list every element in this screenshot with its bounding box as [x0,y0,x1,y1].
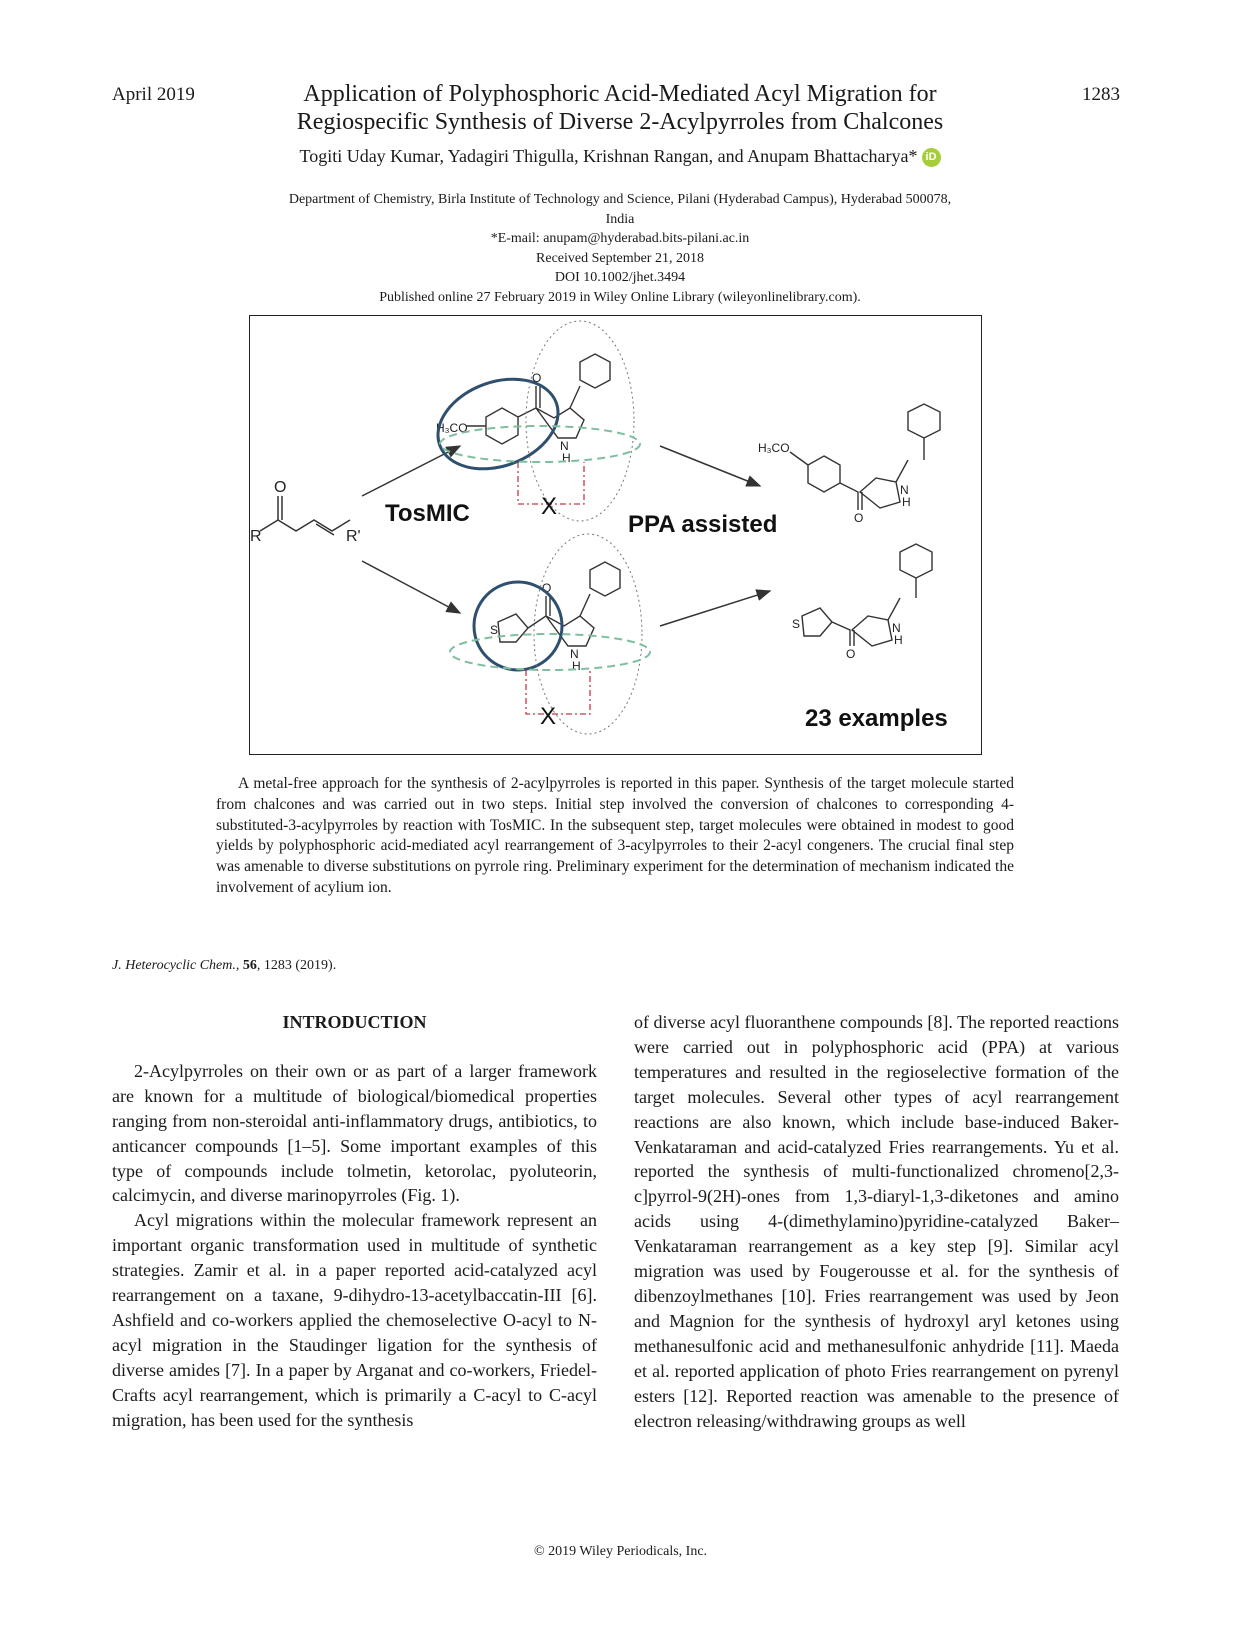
upper-product [790,404,940,510]
example-count: 23 examples [805,705,948,732]
upper-intermediate [466,354,610,444]
email: *E-mail: anupam@hyderabad.bits-pilani.ac.in [490,231,750,246]
citation-rest: , 1283 (2019). [256,958,337,973]
authors-text: Togiti Uday Kumar, Yadagiri Thigulla, Krishnan Rangan, and Anupam Bhattacharya* [299,146,918,166]
lower-n: N [570,647,579,661]
arrow-lower-right [660,591,770,626]
article-title [250,80,990,136]
product2-n: N [892,621,901,635]
upper-methoxy: H₃CO [436,421,468,435]
upper-dashed-ellipse [440,426,640,462]
affiliation-line-1: Department of Chemistry, Birla Institute of Technology and Science, Pilani (Hyderabad Campus), Hyderabad 500078, [288,192,952,207]
orcid-icon[interactable]: iD [922,148,941,167]
product2-h: H [894,633,903,647]
reagent-label: TosMIC [385,500,470,527]
journal-volume: 56 [242,958,257,973]
upper-n: N [560,439,569,453]
article-metadata [190,190,1050,307]
body-paragraph-1: 2-Acylpyrroles on their own or as part of a larger framework are known for a multitude of biological/biomedical properties ranging from non-steroidal anti-inflammatory drugs, antibiotics, to anticancer compounds [1–5]. Some important examples of this type of compounds include tolmetin, ketorolac, pyoluteorin, calcimycin, and diverse marinopyrroles (Fig. 1). [112,1060,597,1206]
graphical-abstract [249,315,982,755]
lower-blocked-mark: X [540,703,557,730]
received-date: Received September 21, 2018 [536,250,704,266]
section-heading: INTRODUCTION [282,1012,427,1032]
lower-intermediate [498,562,620,646]
lower-product [802,544,932,646]
product-h: H [902,495,911,509]
affiliation-line-2: India [605,211,635,227]
lower-h: H [572,659,581,673]
lower-dotted-box [526,670,590,714]
abstract [216,774,1014,899]
lower-sulfur: S [490,623,499,637]
body-paragraph-3: of diverse acyl fluoranthene compounds [8]. The reported reactions were carried out in polyphosphoric acid (PPA) at various temperatures and resulted in the regioselective formation of the target molecules. Several other types of acyl rearrangement reactions are also known, which include base-induced Baker-Venkataraman and acid-catalyzed Fries rearrangements. Yu et al. reported the synthesis of multi-functionalized chromeno[2,3-c]pyrrol-9(2H)-ones from 1,3-diaryl-1,3-diketones and amino acids using 4-(dimethylamino)pyridine-catalyzed Baker–Venkataraman rearrangement as a key step [9]. Similar acyl migration was used by Fougerousse et al. for the synthesis of dibenzoylmethanes [10]. Fries rearrangement was used by Jeon and Magnion for the synthesis of hydroxyl aryl ketones using methanesulfonic acid and methanesulfonic anhydride [11]. Maeda et al. reported application of photo Fries rearrangement on pyrenyl esters [12]. Reported reaction was amenable to the presence of electron releasing/withdrawing groups as well [634,1012,1119,1431]
copyright-footer: © 2019 Wiley Periodicals, Inc. [533,1544,708,1559]
journal-citation: J. Heterocyclic Chem., 56, 1283 (2019). [112,958,337,973]
alkene-bond [316,524,334,535]
upper-h: H [562,451,571,465]
step-label: PPA assisted [628,511,778,538]
chalcone-r-prime: R' [346,528,361,545]
chalcone-oxygen: O [274,479,287,496]
lower-dashed-ellipse [450,634,650,670]
upper-blocked-mark: X [541,493,558,520]
header-date: April 2019 [112,84,195,105]
published-line: Published online 27 February 2019 in Wiley Online Library (wileyonlinelibrary.com). [379,289,861,305]
product-n: N [900,483,909,497]
title-line-2: Regiospecific Synthesis of Diverse 2-Acylpyrroles from Chalcones [296,109,944,135]
upper-dotted-ellipse [526,321,634,521]
upper-oxygen: O [532,371,542,385]
title-line-1: Application of Polyphosphoric Acid-Mediated Acyl Migration for [303,81,937,107]
chalcone-r: R [250,528,262,545]
product-oxygen: O [854,511,864,525]
product-methoxy: H₃CO [758,441,790,455]
carbonyl-bond [278,496,282,520]
doi: DOI 10.1002/jhet.3494 [554,270,686,285]
journal-name: J. Heterocyclic Chem. [112,958,236,973]
author-list [180,146,1060,167]
body-paragraph-2: Acyl migrations within the molecular framework represent an important organic transformation used in multitude of synthetic strategies. Zamir et al. in a paper reported acid-catalyzed acyl rearrangement on a taxane, 9-dihydro-13-acetylbaccatin-III [6]. Ashfield and co-workers applied the chemoselective O-acyl to N-acyl migration in the Staudinger ligation for the synthesis of diverse amides [7]. In a paper by Arganat and co-workers, Friedel-Crafts acyl rearrangement, which is primarily a C-acyl to C-acyl migration, has been used for the synthesis [112,1210,597,1430]
arrow-lower-left [362,561,460,613]
body-column-left [112,1010,597,1433]
product2-sulfur: S [792,617,801,631]
lower-highlight-circle [474,582,562,670]
page-number: 1283 [1082,84,1120,105]
chalcone-skeleton [260,520,350,531]
abstract-text: A metal-free approach for the synthesis of 2-acylpyrroles is reported in this paper. Synthesis of the target molecule started from chalcones and was carried out in two steps. Initial step involved the conversion of chalcones to corresponding 4-substituted-3-acylpyrroles by reaction with TosMIC. In the subsequent step, target molecules were obtained in modest to good yields by polyphosphoric acid-mediated acyl rearrangement of 3-acylpyrroles to their 2-acyl congeners. The crucial final step was amenable to diverse substitutions on pyrrole ring. Preliminary experiment for the determination of mechanism indicated the involvement of acylium ion. [216,775,1014,896]
body-column-right [634,1010,1119,1433]
arrow-upper-right [660,446,760,486]
product2-oxygen: O [846,647,856,661]
reaction-scheme [250,316,980,753]
lower-oxygen: O [542,581,552,595]
